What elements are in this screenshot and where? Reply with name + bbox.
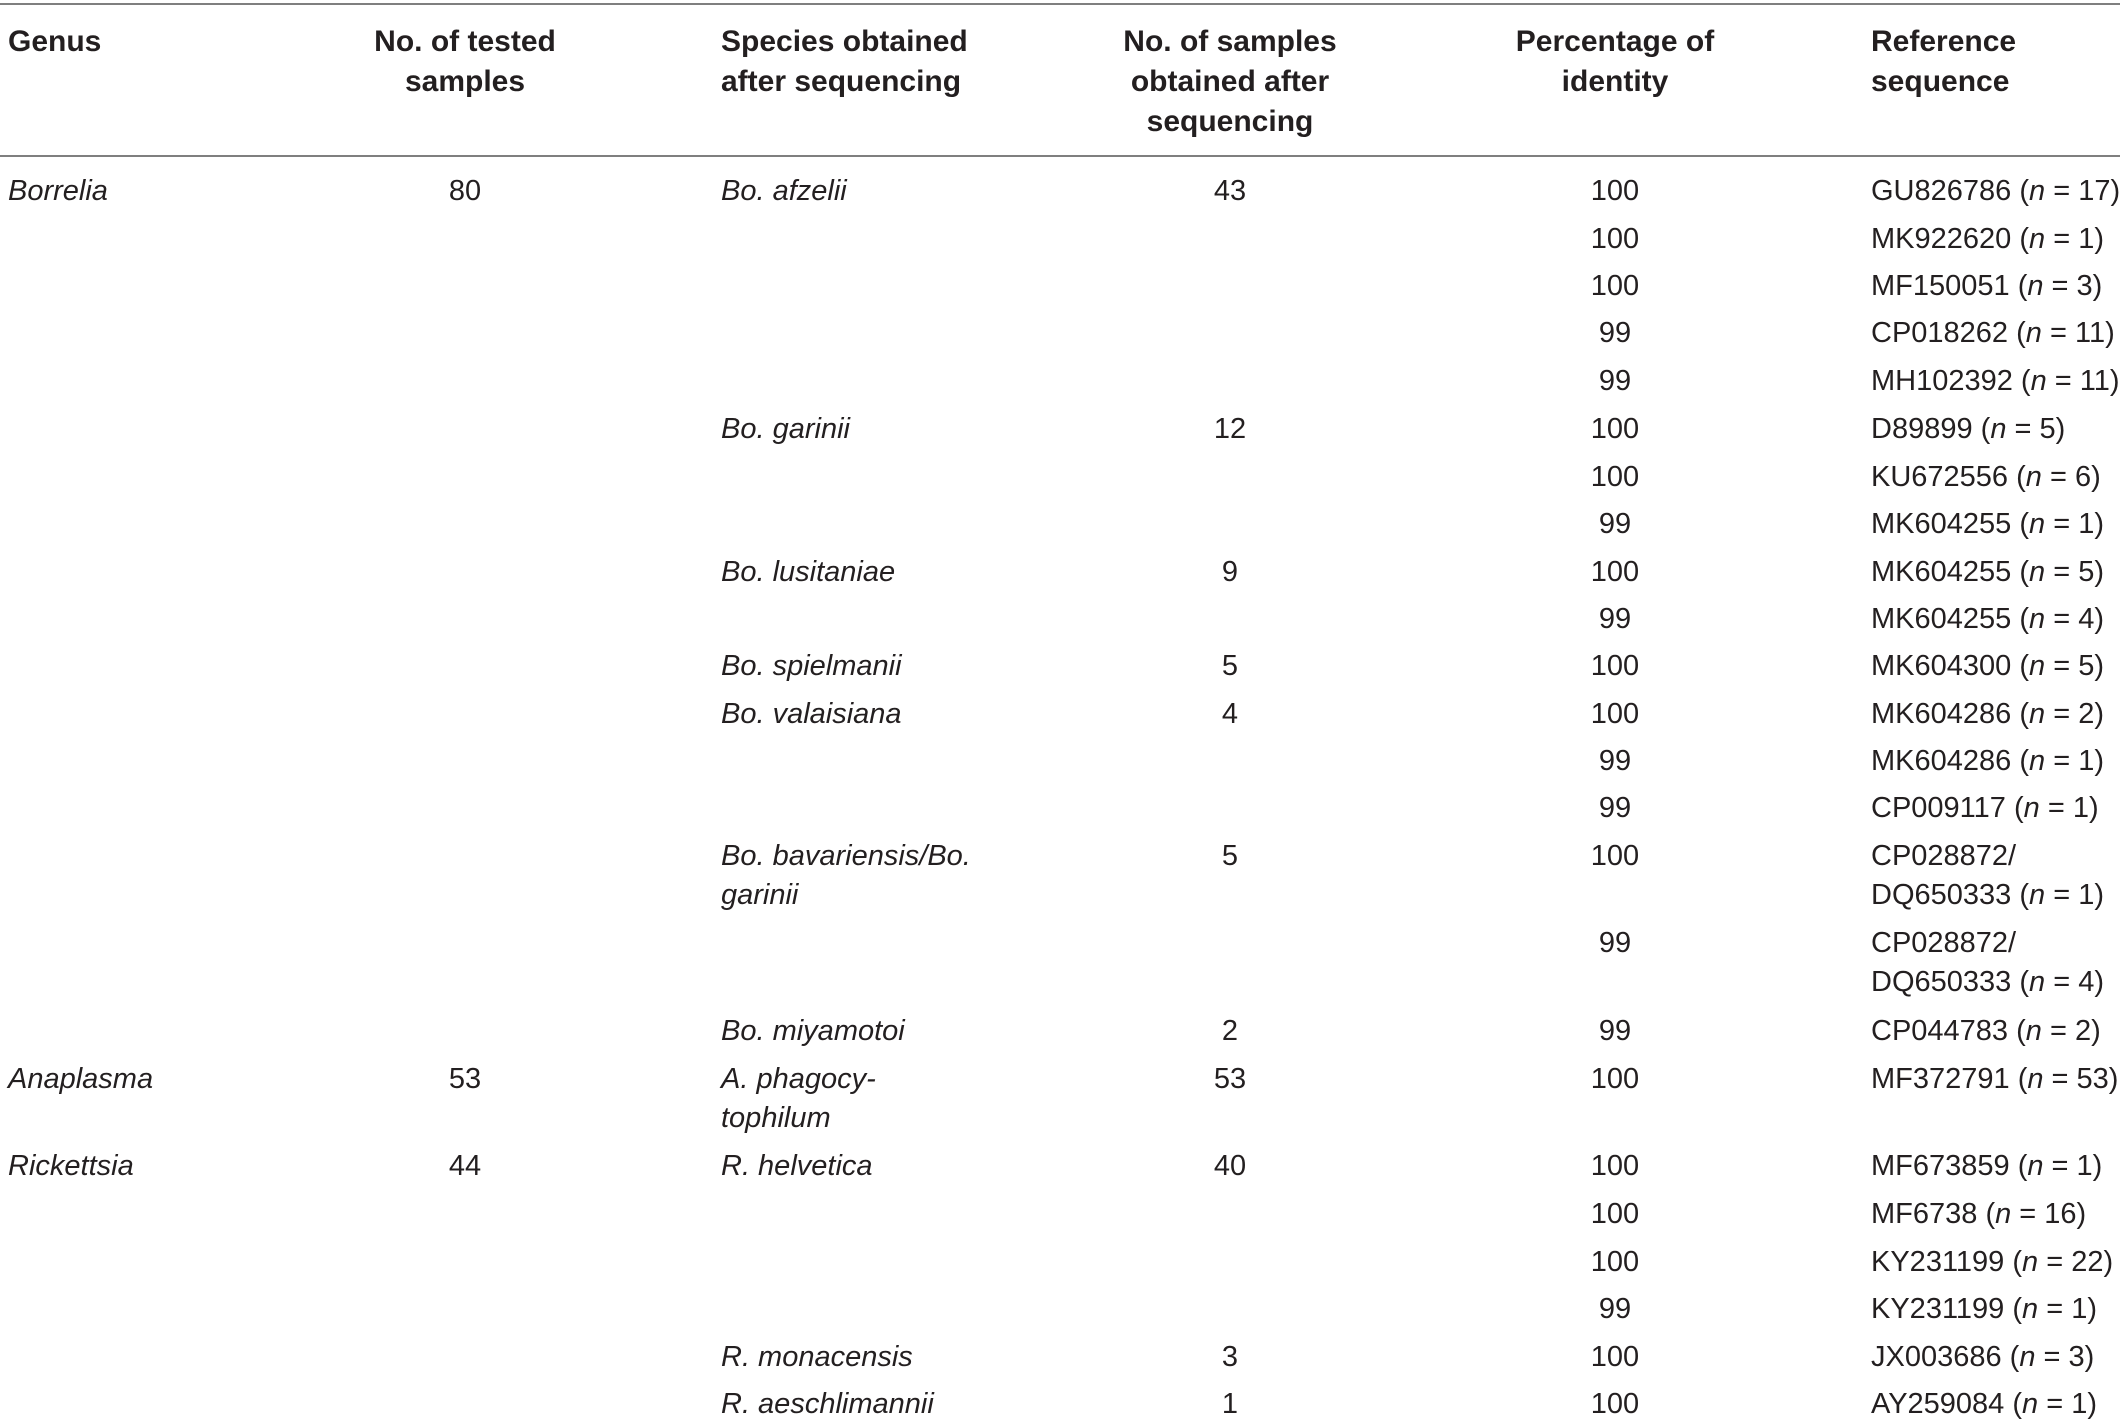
genus-cell: Anaplasma: [8, 1063, 154, 1095]
reference-n-label: n: [2022, 1293, 2039, 1325]
reference-count: = 11): [2046, 365, 2120, 397]
reference-accession: JX003686 (: [1871, 1341, 2020, 1373]
reference-n-label: n: [2029, 508, 2046, 540]
species-cell: Bo. garinii: [721, 413, 850, 445]
reference-sequence-cell: [1871, 963, 2120, 1002]
tested-samples-cell: 53: [448, 1063, 482, 1095]
identity-cell: 100: [1590, 1063, 1640, 1095]
reference-accession: MK604286 (: [1871, 745, 2029, 777]
reference-accession: CP009117 (: [1871, 792, 2024, 824]
reference-sequence-cell: [1871, 220, 2120, 259]
reference-accession: MK604255 (: [1871, 603, 2029, 635]
reference-sequence-cell: [1871, 1385, 2120, 1424]
reference-accession: CP018262 (: [1871, 317, 2026, 349]
reference-count: = 1): [2045, 508, 2104, 540]
reference-n-label: n: [2029, 556, 2046, 588]
reference-count: = 1): [2045, 223, 2104, 255]
reference-count: = 16): [2011, 1198, 2087, 1230]
identity-cell: 99: [1598, 1015, 1632, 1047]
identity-cell: 100: [1590, 461, 1640, 493]
reference-n-label: n: [1995, 1198, 2012, 1230]
reference-accession: MH102392 (: [1871, 365, 2031, 397]
identity-cell: 99: [1598, 603, 1632, 635]
header-samples-obtained: No. of samples obtained after sequencing: [1123, 25, 1337, 138]
header-tested-samples: No. of tested samples: [374, 25, 556, 98]
reference-accession: KY231199 (: [1871, 1293, 2023, 1325]
reference-n-label: n: [2029, 175, 2046, 207]
species-cell: Bo. valaisiana: [721, 698, 902, 730]
identity-cell: 100: [1590, 1388, 1640, 1420]
reference-accession: KU672556 (: [1871, 461, 2026, 493]
reference-accession: KY231199 (: [1871, 1246, 2023, 1278]
species-cell: R. aeschlimannii: [721, 1388, 934, 1420]
reference-sequence-cell: [1871, 695, 2120, 734]
reference-n-label: n: [2027, 1150, 2044, 1182]
reference-accession: GU826786 (: [1871, 175, 2029, 207]
reference-sequence-cell: [1871, 876, 2120, 915]
reference-accession: DQ650333 (: [1871, 879, 2029, 911]
reference-n-label: n: [2029, 603, 2046, 635]
reference-n-label: n: [2025, 1015, 2042, 1047]
tested-samples-cell: 80: [448, 175, 482, 207]
samples-obtained-cell: 40: [1213, 1150, 1247, 1182]
reference-sequence-cell: [1871, 553, 2120, 592]
reference-n-label: n: [2029, 650, 2046, 682]
species-cell: Bo. spielmanii: [721, 650, 902, 682]
header-genus: Genus: [8, 25, 102, 58]
reference-n-label: n: [1990, 413, 2007, 445]
identity-cell: 100: [1590, 413, 1640, 445]
reference-count: = 3): [2043, 270, 2103, 302]
identity-cell: 100: [1590, 650, 1640, 682]
identity-cell: 100: [1590, 1150, 1640, 1182]
identity-cell: 100: [1590, 556, 1640, 588]
identity-cell: 100: [1590, 1246, 1640, 1278]
reference-n-label: n: [2022, 1388, 2039, 1420]
genus-cell: Rickettsia: [8, 1150, 134, 1182]
reference-count: = 4): [2045, 603, 2104, 635]
reference-count: = 5): [2045, 650, 2104, 682]
reference-accession: D89899 (: [1871, 413, 1991, 445]
reference-count: = 1): [2045, 879, 2104, 911]
species-cell: Bo. bavariensis/Bo.: [721, 840, 971, 872]
reference-count: = 17): [2045, 175, 2120, 207]
reference-count: = 1): [2039, 792, 2099, 824]
identity-cell: 99: [1598, 1293, 1632, 1325]
reference-n-label: n: [2019, 1341, 2036, 1373]
samples-obtained-cell: 9: [1221, 556, 1239, 588]
identity-cell: 99: [1598, 927, 1632, 959]
reference-n-label: n: [2030, 365, 2047, 397]
reference-count: = 5): [2006, 413, 2066, 445]
samples-obtained-cell: 43: [1213, 175, 1247, 207]
reference-n-label: n: [2029, 966, 2046, 998]
reference-count: = 2): [2045, 698, 2104, 730]
reference-accession: MK604255 (: [1871, 556, 2029, 588]
reference-n-label: n: [2027, 1063, 2044, 1095]
reference-sequence-cell: [1871, 742, 2120, 781]
reference-sequence-cell: [1871, 505, 2120, 544]
samples-obtained-cell: 1: [1221, 1388, 1239, 1420]
samples-obtained-cell: 12: [1213, 413, 1247, 445]
reference-sequence-cell: [1871, 789, 2120, 828]
reference-count: = 53): [2043, 1063, 2119, 1095]
identity-cell: 99: [1598, 792, 1632, 824]
identity-cell: 99: [1598, 317, 1632, 349]
reference-sequence-cell: [1871, 1060, 2120, 1099]
reference-sequence-cell: [1871, 837, 2120, 876]
identity-cell: 100: [1590, 223, 1640, 255]
identity-cell: 100: [1590, 840, 1640, 872]
samples-obtained-cell: 5: [1221, 840, 1239, 872]
reference-count: = 3): [2035, 1341, 2095, 1373]
reference-accession: MK922620 (: [1871, 223, 2029, 255]
table-top-rule: [0, 3, 2120, 5]
samples-obtained-cell: 3: [1221, 1341, 1239, 1373]
reference-sequence-cell: [1871, 1012, 2120, 1051]
reference-sequence-cell: [1871, 172, 2120, 211]
identity-cell: 99: [1598, 508, 1632, 540]
samples-obtained-cell: 4: [1221, 698, 1239, 730]
identity-cell: 99: [1598, 365, 1632, 397]
reference-count: = 4): [2045, 966, 2104, 998]
reference-sequence-cell: [1871, 267, 2120, 306]
reference-accession: MF372791 (: [1871, 1063, 2028, 1095]
header-reference-sequence: Reference sequence: [1871, 25, 2017, 98]
species-cell: R. monacensis: [721, 1341, 913, 1373]
samples-obtained-cell: 53: [1213, 1063, 1247, 1095]
species-cell: Bo. lusitaniae: [721, 556, 896, 588]
identity-cell: 100: [1590, 1198, 1640, 1230]
identity-cell: 100: [1590, 175, 1640, 207]
reference-n-label: n: [2027, 270, 2044, 302]
reference-accession: MF6738 (: [1871, 1198, 1996, 1230]
reference-n-label: n: [2025, 461, 2042, 493]
reference-count: = 2): [2041, 1015, 2101, 1047]
reference-accession: MK604286 (: [1871, 698, 2029, 730]
table-header-rule: [0, 155, 2120, 157]
reference-sequence-cell: [1871, 1338, 2120, 1377]
reference-accession: CP028872/: [1871, 927, 2017, 959]
species-cell: Bo. miyamotoi: [721, 1015, 905, 1047]
reference-sequence-cell: [1871, 600, 2120, 639]
reference-n-label: n: [2022, 1246, 2039, 1278]
reference-accession: MF150051 (: [1871, 270, 2028, 302]
species-cell: tophilum: [721, 1102, 831, 1134]
reference-sequence-cell: [1871, 1290, 2120, 1329]
reference-sequence-cell: [1871, 647, 2120, 686]
header-species: Species obtained after sequencing: [721, 25, 968, 98]
identity-cell: 99: [1598, 745, 1632, 777]
reference-count: = 1): [2038, 1293, 2098, 1325]
reference-sequence-cell: [1871, 924, 2120, 963]
tested-samples-cell: 44: [448, 1150, 482, 1182]
reference-accession: AY259084 (: [1871, 1388, 2023, 1420]
reference-count: = 6): [2041, 461, 2101, 493]
reference-n-label: n: [2025, 317, 2042, 349]
species-cell: garinii: [721, 879, 799, 911]
reference-sequence-cell: [1871, 1147, 2120, 1186]
reference-sequence-cell: [1871, 314, 2120, 353]
reference-sequence-cell: [1871, 362, 2120, 401]
genus-cell: Borrelia: [8, 175, 108, 207]
reference-n-label: n: [2023, 792, 2040, 824]
samples-obtained-cell: 2: [1221, 1015, 1239, 1047]
reference-n-label: n: [2029, 223, 2046, 255]
reference-accession: MK604300 (: [1871, 650, 2029, 682]
reference-count: = 22): [2038, 1246, 2114, 1278]
reference-n-label: n: [2029, 879, 2046, 911]
identity-cell: 100: [1590, 1341, 1640, 1373]
reference-sequence-cell: [1871, 458, 2120, 497]
samples-obtained-cell: 5: [1221, 650, 1239, 682]
reference-sequence-cell: [1871, 1243, 2120, 1282]
reference-sequence-cell: [1871, 1195, 2120, 1234]
reference-accession: CP028872/: [1871, 840, 2017, 872]
reference-count: = 11): [2041, 317, 2115, 349]
reference-count: = 5): [2045, 556, 2104, 588]
reference-accession: CP044783 (: [1871, 1015, 2026, 1047]
reference-accession: MF673859 (: [1871, 1150, 2028, 1182]
reference-n-label: n: [2029, 745, 2046, 777]
reference-accession: MK604255 (: [1871, 508, 2029, 540]
reference-count: = 1): [2038, 1388, 2098, 1420]
species-cell: Bo. afzelii: [721, 175, 847, 207]
header-percentage-identity: Percentage of identity: [1515, 25, 1715, 98]
identity-cell: 100: [1590, 698, 1640, 730]
species-cell: A. phagocy-: [721, 1063, 876, 1095]
identity-cell: 100: [1590, 270, 1640, 302]
reference-sequence-cell: [1871, 410, 2120, 449]
reference-count: = 1): [2045, 745, 2104, 777]
reference-accession: DQ650333 (: [1871, 966, 2029, 998]
reference-count: = 1): [2043, 1150, 2103, 1182]
reference-n-label: n: [2029, 698, 2046, 730]
species-cell: R. helvetica: [721, 1150, 873, 1182]
